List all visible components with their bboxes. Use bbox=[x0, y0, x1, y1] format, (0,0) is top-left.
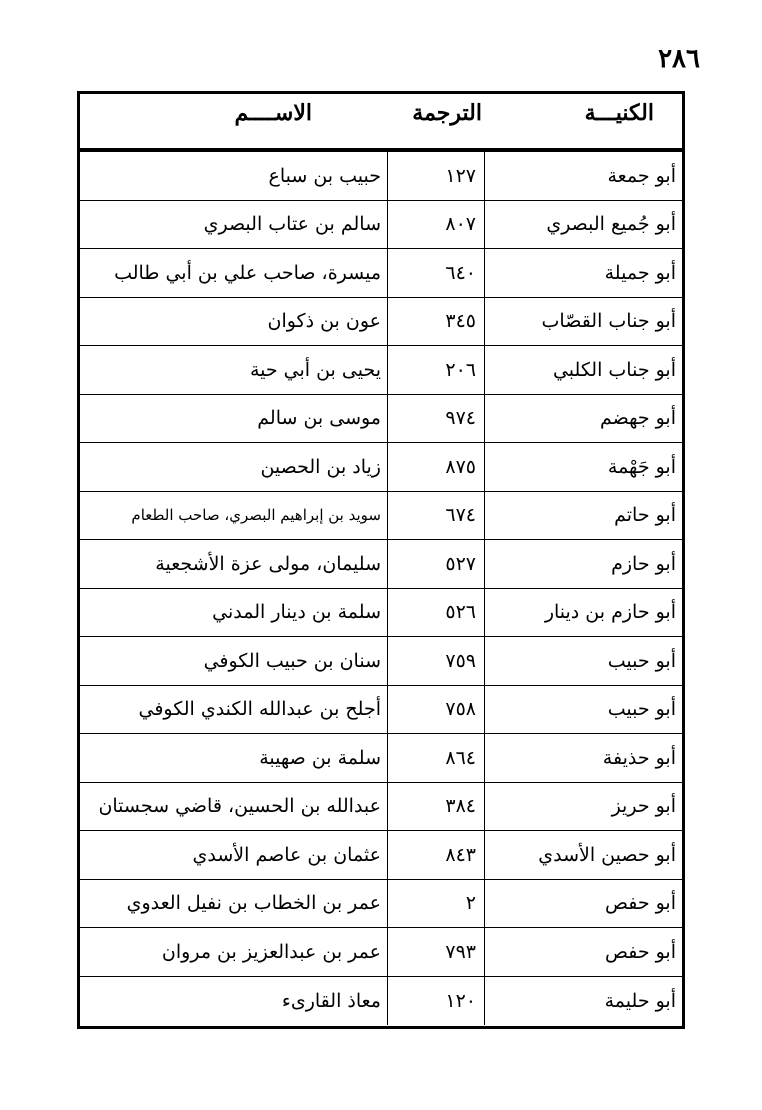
kunya-cell: أبو جَهْمة bbox=[484, 443, 682, 491]
ism-cell: سالم بن عتاب البصري bbox=[203, 213, 381, 236]
tarjama-number-cell: ٨٧٥ bbox=[387, 443, 484, 491]
table-row bbox=[80, 831, 682, 880]
table-body bbox=[80, 152, 682, 1025]
ism-cell: سنان بن حبيب الكوفي bbox=[203, 649, 381, 672]
kunya-cell: أبو حاتم bbox=[484, 492, 682, 540]
header-tarjama: الترجمة bbox=[412, 100, 482, 126]
tarjama-number-cell: ٦٧٤ bbox=[387, 492, 484, 540]
ism-cell: عون بن ذكوان bbox=[267, 310, 381, 333]
table-row bbox=[80, 443, 682, 492]
table-row bbox=[80, 783, 682, 832]
tarjama-number-cell: ٦٤٠ bbox=[387, 249, 484, 297]
tarjama-number-cell: ١٢٠ bbox=[387, 977, 484, 1026]
kunya-cell: أبو جناب الكلبي bbox=[484, 346, 682, 394]
ism-cell: عمر بن عبدالعزيز بن مروان bbox=[161, 940, 381, 963]
table-row bbox=[80, 540, 682, 589]
kunya-cell: أبو جمعة bbox=[484, 152, 682, 200]
kunya-cell: أبو حريز bbox=[484, 783, 682, 831]
ism-cell: يحيى بن أبي حية bbox=[249, 358, 381, 381]
tarjama-number-cell: ٧٩٣ bbox=[387, 928, 484, 976]
table-row bbox=[80, 686, 682, 735]
table-row bbox=[80, 492, 682, 541]
tarjama-number-cell: ٥٢٦ bbox=[387, 589, 484, 637]
ism-cell: عمر بن الخطاب بن نفيل العدوي bbox=[126, 892, 381, 915]
names-table bbox=[77, 91, 685, 1029]
kunya-cell: أبو حبيب bbox=[484, 637, 682, 685]
tarjama-number-cell: ٨٠٧ bbox=[387, 201, 484, 249]
table-row bbox=[80, 928, 682, 977]
kunya-cell: أبو حذيفة bbox=[484, 734, 682, 782]
table-row bbox=[80, 298, 682, 347]
ism-cell: زياد بن الحصين bbox=[260, 455, 381, 478]
kunya-cell: أبو حصين الأسدي bbox=[484, 831, 682, 879]
tarjama-number-cell: ١٢٧ bbox=[387, 152, 484, 200]
table-row bbox=[80, 637, 682, 686]
header-ism: الاســــم bbox=[234, 100, 312, 126]
tarjama-number-cell: ٨٤٣ bbox=[387, 831, 484, 879]
tarjama-number-cell: ٣٨٤ bbox=[387, 783, 484, 831]
table-row bbox=[80, 734, 682, 783]
ism-cell: أجلح بن عبدالله الكندي الكوفي bbox=[138, 698, 381, 721]
table-row bbox=[80, 152, 682, 201]
table-row bbox=[80, 589, 682, 638]
ism-cell: عثمان بن عاصم الأسدي bbox=[192, 843, 381, 866]
kunya-cell: أبو حفص bbox=[484, 928, 682, 976]
table-row bbox=[80, 346, 682, 395]
tarjama-number-cell: ٧٥٩ bbox=[387, 637, 484, 685]
tarjama-number-cell: ٣٤٥ bbox=[387, 298, 484, 346]
ism-cell: عبدالله بن الحسين، قاضي سجستان bbox=[98, 795, 381, 818]
ism-cell: ميسرة، صاحب علي بن أبي طالب bbox=[114, 261, 381, 284]
kunya-cell: أبو جناب القصّاب bbox=[484, 298, 682, 346]
kunya-cell: أبو حليمة bbox=[484, 977, 682, 1026]
kunya-cell: أبو حبيب bbox=[484, 686, 682, 734]
tarjama-number-cell: ٢٠٦ bbox=[387, 346, 484, 394]
kunya-cell: أبو حازم بن دينار bbox=[484, 589, 682, 637]
ism-cell: معاذ القارىء bbox=[281, 989, 381, 1012]
kunya-cell: أبو جميلة bbox=[484, 249, 682, 297]
tarjama-number-cell: ٨٦٤ bbox=[387, 734, 484, 782]
table-row bbox=[80, 977, 682, 1026]
table-row bbox=[80, 249, 682, 298]
table-row bbox=[80, 880, 682, 929]
tarjama-number-cell: ٢ bbox=[387, 880, 484, 928]
kunya-cell: أبو حفص bbox=[484, 880, 682, 928]
tarjama-number-cell: ٩٧٤ bbox=[387, 395, 484, 443]
ism-cell: سلمة بن دينار المدني bbox=[212, 601, 381, 624]
table-row bbox=[80, 201, 682, 250]
kunya-cell: أبو حازم bbox=[484, 540, 682, 588]
kunya-cell: أبو جهضم bbox=[484, 395, 682, 443]
ism-cell: حبيب بن سباع bbox=[268, 164, 381, 187]
ism-cell: موسى بن سالم bbox=[257, 407, 381, 430]
ism-cell: سويد بن إبراهيم البصري، صاحب الطعام bbox=[131, 506, 381, 525]
ism-cell: سلمة بن صهيبة bbox=[259, 746, 381, 769]
kunya-cell: أبو جُميع البصري bbox=[484, 201, 682, 249]
page-number: ٢٨٦ bbox=[658, 44, 700, 74]
tarjama-number-cell: ٥٢٧ bbox=[387, 540, 484, 588]
table-header bbox=[80, 94, 682, 152]
table-row bbox=[80, 395, 682, 444]
tarjama-number-cell: ٧٥٨ bbox=[387, 686, 484, 734]
ism-cell: سليمان، مولى عزة الأشجعية bbox=[155, 552, 381, 575]
header-kunya: الكنيـــة bbox=[584, 100, 654, 126]
